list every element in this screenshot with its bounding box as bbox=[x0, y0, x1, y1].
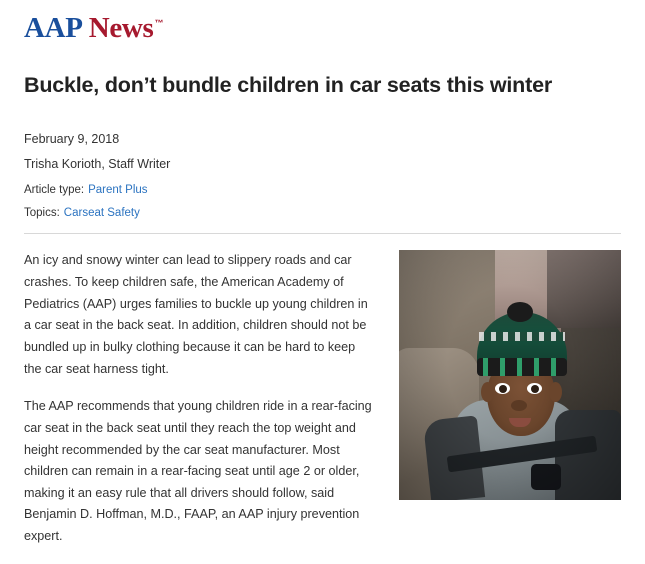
topics-row bbox=[24, 207, 621, 219]
topics-label: Topics: bbox=[24, 207, 60, 220]
photo-vignette bbox=[399, 250, 621, 500]
article-paragraph: An icy and snowy winter can lead to slippery roads and car crashes. To keep children safe, the American Academy of Pediatrics (AAP) urges families to buckle up young children in a car seat in the back seat. In addition, children should not be bundled up in bulky clothing because it can be hard to keep the car seat harness tight. bbox=[24, 253, 368, 376]
article-figure bbox=[399, 250, 621, 500]
article-type-link[interactable]: Parent Plus bbox=[88, 184, 148, 197]
logo-text-news: News bbox=[88, 12, 154, 44]
article-body bbox=[24, 250, 376, 564]
page-title: Buckle, don’t bundle children in car seats this winter bbox=[24, 73, 553, 97]
meta-divider bbox=[24, 233, 621, 234]
article-meta bbox=[24, 133, 621, 219]
article-type-row bbox=[24, 184, 621, 196]
site-masthead bbox=[0, 0, 645, 44]
article-paragraph: The AAP recommends that young children ride in a rear-facing car seat in the back seat until they reach the top weight and height recommended by the car seat manufacturer. Most children can remain in a rear-facing seat until age 2 or older, making it an easy rule that all drivers should follow, said Benjamin D. Hoffman, M.D., FAAP, an AAP injury prevention expert. bbox=[24, 399, 372, 544]
publish-date: February 9, 2018 bbox=[24, 131, 120, 146]
logo-trademark-icon: ™ bbox=[154, 18, 164, 29]
article-content bbox=[24, 250, 621, 564]
site-logo[interactable] bbox=[24, 14, 163, 43]
article-type-label: Article type: bbox=[24, 184, 85, 197]
author-byline: Trisha Korioth, Staff Writer bbox=[24, 157, 171, 171]
logo-text-aap: AAP bbox=[24, 12, 83, 44]
topics-link[interactable]: Carseat Safety bbox=[63, 207, 140, 220]
article-photo bbox=[399, 250, 621, 500]
